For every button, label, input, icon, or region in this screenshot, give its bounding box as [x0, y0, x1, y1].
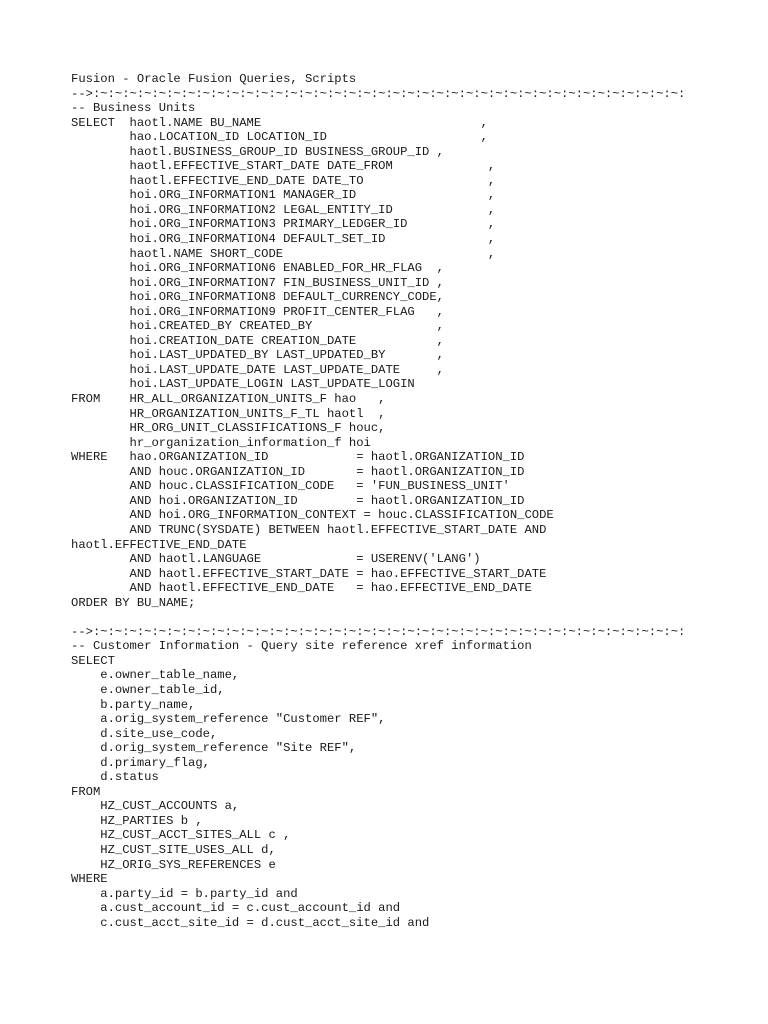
text-line: -- Business Units	[71, 101, 196, 116]
text-line: ORDER BY BU_NAME;	[71, 595, 196, 610]
text-line: FROM HR_ALL_ORGANIZATION_UNITS_F hao ,	[71, 392, 386, 407]
text-line: AND hoi.ORGANIZATION_ID = haotl.ORGANIZATION_ID	[71, 493, 525, 508]
text-line: a.orig_system_reference "Customer REF",	[71, 712, 386, 727]
text-line	[71, 610, 731, 625]
text-line: a.cust_account_id = c.cust_account_id and	[71, 901, 401, 916]
text-line: AND houc.ORGANIZATION_ID = haotl.ORGANIZATION_ID	[71, 464, 525, 479]
text-line: -->:~:~:~:~:~:~:~:~:~:~:~:~:~:~:~:~:~:~:~:~:~:~:~:~:~:~:~:~:~:~:~:~:~:~:~:~:~:~:~:~:	[71, 86, 686, 101]
text-line: -->:~:~:~:~:~:~:~:~:~:~:~:~:~:~:~:~:~:~:~:~:~:~:~:~:~:~:~:~:~:~:~:~:~:~:~:~:~:~:~:~:	[71, 624, 686, 639]
text-line: haotl.EFFECTIVE_START_DATE DATE_FROM ,	[71, 159, 496, 174]
text-line: haotl.NAME SHORT_CODE ,	[71, 246, 496, 261]
text-line: HR_ORGANIZATION_UNITS_F_TL haotl ,	[71, 406, 386, 421]
text-line: haotl.BUSINESS_GROUP_ID BUSINESS_GROUP_ID ,	[71, 144, 444, 159]
text-line: hoi.ORG_INFORMATION6 ENABLED_FOR_HR_FLAG ,	[71, 261, 444, 276]
text-line: e.owner_table_id,	[71, 682, 225, 697]
text-line: d.site_use_code,	[71, 726, 218, 741]
text-line: d.primary_flag,	[71, 755, 210, 770]
text-line: c.cust_acct_site_id = d.cust_acct_site_id and	[71, 915, 430, 930]
text-line: b.party_name,	[71, 697, 196, 712]
text-line: HZ_PARTIES b ,	[71, 813, 203, 828]
text-line: hoi.ORG_INFORMATION3 PRIMARY_LEDGER_ID ,	[71, 217, 496, 232]
text-line: FROM	[71, 784, 101, 799]
text-line: AND hoi.ORG_INFORMATION_CONTEXT = houc.CLASSIFICATION_CODE	[71, 508, 554, 523]
text-line: hoi.ORG_INFORMATION1 MANAGER_ID ,	[71, 188, 496, 203]
text-line: AND TRUNC(SYSDATE) BETWEEN haotl.EFFECTIVE_START_DATE AND	[71, 522, 547, 537]
text-line: haotl.EFFECTIVE_END_DATE	[71, 537, 247, 552]
text-line: hoi.LAST_UPDATE_DATE LAST_UPDATE_DATE ,	[71, 362, 444, 377]
text-line: -- Customer Information - Query site reference xref information	[71, 639, 532, 654]
sql-script-text	[71, 72, 731, 930]
text-line: a.party_id = b.party_id and	[71, 886, 298, 901]
text-line: hoi.ORG_INFORMATION8 DEFAULT_CURRENCY_CODE,	[71, 290, 444, 305]
text-line: d.orig_system_reference "Site REF",	[71, 741, 357, 756]
text-line: AND houc.CLASSIFICATION_CODE = 'FUN_BUSINESS_UNIT'	[71, 479, 510, 494]
text-line: HR_ORG_UNIT_CLASSIFICATIONS_F houc,	[71, 421, 386, 436]
text-line: hoi.ORG_INFORMATION2 LEGAL_ENTITY_ID ,	[71, 202, 496, 217]
text-line: hoi.LAST_UPDATED_BY LAST_UPDATED_BY ,	[71, 348, 444, 363]
text-line: SELECT haotl.NAME BU_NAME ,	[71, 115, 488, 130]
text-line: d.status	[71, 770, 159, 785]
text-line: hoi.ORG_INFORMATION9 PROFIT_CENTER_FLAG ,	[71, 304, 444, 319]
text-line: haotl.EFFECTIVE_END_DATE DATE_TO ,	[71, 173, 496, 188]
text-line: hoi.CREATED_BY CREATED_BY ,	[71, 319, 444, 334]
text-line: HZ_CUST_SITE_USES_ALL d,	[71, 842, 276, 857]
text-line: AND haotl.LANGUAGE = USERENV('LANG')	[71, 552, 481, 567]
text-line: AND haotl.EFFECTIVE_START_DATE = hao.EFFECTIVE_START_DATE	[71, 566, 547, 581]
text-line: WHERE	[71, 872, 108, 887]
text-line: hao.LOCATION_ID LOCATION_ID ,	[71, 130, 488, 145]
text-line: hoi.LAST_UPDATE_LOGIN LAST_UPDATE_LOGIN	[71, 377, 415, 392]
text-line: hoi.CREATION_DATE CREATION_DATE ,	[71, 333, 444, 348]
text-line: HZ_CUST_ACCT_SITES_ALL c ,	[71, 828, 291, 843]
text-line: e.owner_table_name,	[71, 668, 240, 683]
text-line: SELECT	[71, 653, 115, 668]
text-line: HZ_ORIG_SYS_REFERENCES e	[71, 857, 276, 872]
text-line: hr_organization_information_f hoi	[71, 435, 371, 450]
text-line: Fusion - Oracle Fusion Queries, Scripts	[71, 72, 357, 86]
text-line: HZ_CUST_ACCOUNTS a,	[71, 799, 240, 814]
text-line: WHERE hao.ORGANIZATION_ID = haotl.ORGANIZATION_ID	[71, 450, 525, 465]
text-line: hoi.ORG_INFORMATION4 DEFAULT_SET_ID ,	[71, 232, 496, 247]
text-line: AND haotl.EFFECTIVE_END_DATE = hao.EFFECTIVE_END_DATE	[71, 581, 532, 596]
text-line: hoi.ORG_INFORMATION7 FIN_BUSINESS_UNIT_ID ,	[71, 275, 444, 290]
